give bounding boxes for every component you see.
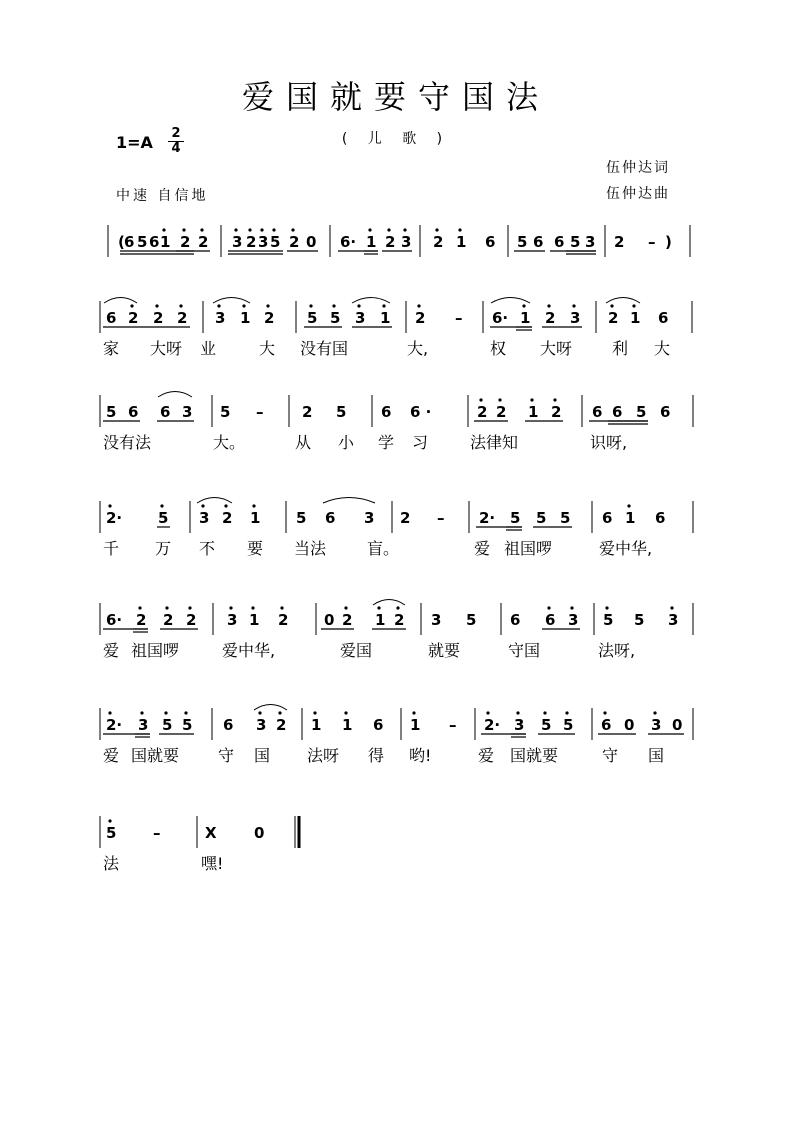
slur-arc (491, 298, 530, 304)
jianpu-note: 0 (254, 824, 265, 842)
jianpu-note: 3 (215, 309, 226, 327)
lyric-text: 法 (103, 854, 120, 873)
jianpu-note: 3 (585, 233, 596, 251)
jianpu-note: 5 (162, 716, 173, 734)
jianpu-note: 0 (672, 716, 683, 734)
lyric-text: 大呀 (150, 339, 183, 358)
song-subtitle: ( 儿 歌 ) (341, 131, 451, 147)
jianpu-note: 0 (306, 233, 317, 251)
jianpu-note: 3 (668, 611, 679, 629)
lyric-text: 大 (259, 339, 276, 358)
octave-dot (344, 606, 347, 609)
octave-dot (516, 711, 519, 714)
jianpu-note: 6 (124, 233, 135, 251)
lyric-text: 从 (295, 433, 312, 452)
lyric-text: 爱 (103, 641, 120, 660)
jianpu-note: 5 (563, 716, 574, 734)
jianpu-note: 3 (364, 509, 375, 527)
lyric-text: 国 (648, 746, 665, 765)
jianpu-note: 2· (479, 509, 496, 527)
jianpu-note: 3 (138, 716, 149, 734)
jianpu-note: 3 (258, 233, 269, 251)
jianpu-note: 1 (630, 309, 641, 327)
octave-dot (108, 819, 111, 822)
lyric-text: 大呀 (540, 339, 573, 358)
jianpu-note: ) (665, 233, 672, 251)
octave-dot (252, 504, 255, 507)
jianpu-note: 6 (533, 233, 544, 251)
octave-dot (530, 398, 533, 401)
tempo-marking: 中速 自信地 (116, 188, 209, 204)
jianpu-note: X (205, 824, 217, 842)
jianpu-note: 3 (256, 716, 267, 734)
jianpu-note: 5 (336, 403, 347, 421)
jianpu-note: 1 (311, 716, 322, 734)
jianpu-note: 3 (232, 233, 243, 251)
lyric-text: 没有国 (300, 339, 349, 358)
jianpu-note: 0 (324, 611, 335, 629)
octave-dot (278, 711, 281, 714)
octave-dot (458, 228, 461, 231)
octave-dot (412, 711, 415, 714)
slur-arc (352, 298, 390, 304)
jianpu-note: 6 (128, 403, 139, 421)
jianpu-note: 2 (264, 309, 275, 327)
octave-dot (248, 228, 251, 231)
octave-dot (242, 304, 245, 307)
octave-dot (479, 398, 482, 401)
octave-dot (522, 304, 525, 307)
octave-dot (547, 606, 550, 609)
lyric-text: 爱 (478, 746, 495, 765)
lyric-text: 爱 (103, 746, 120, 765)
jianpu-note: 2 (433, 233, 444, 251)
octave-dot (565, 711, 568, 714)
jianpu-note: 6 (149, 233, 160, 251)
jianpu-note: 3 (651, 716, 662, 734)
lyricist-credit: 伍仲达词 (606, 160, 670, 176)
jianpu-note: 1 (380, 309, 391, 327)
slur-arc (197, 498, 232, 504)
octave-dot (313, 711, 316, 714)
jianpu-note: 3 (182, 403, 193, 421)
jianpu-note: 2· (106, 716, 123, 734)
slur-arc (104, 298, 137, 304)
jianpu-note: 5 (570, 233, 581, 251)
jianpu-note: 1 (456, 233, 467, 251)
jianpu-note: 6 (223, 716, 234, 734)
octave-dot (368, 228, 371, 231)
jianpu-note: 3 (227, 611, 238, 629)
octave-dot (603, 711, 606, 714)
jianpu-note: 1 (160, 233, 171, 251)
octave-dot (387, 228, 390, 231)
octave-dot (670, 606, 673, 609)
lyric-text: 识呀, (590, 433, 628, 452)
jianpu-note: 2 (400, 509, 411, 527)
lyric-text: 小 (338, 433, 355, 452)
lyric-text: 法呀, (598, 641, 636, 660)
octave-dot (396, 606, 399, 609)
octave-dot (217, 304, 220, 307)
jianpu-note: 6 (601, 716, 612, 734)
octave-dot (632, 304, 635, 307)
octave-dot (344, 711, 347, 714)
lyric-text: 学 (378, 433, 395, 452)
slur-arc (254, 705, 287, 711)
lyric-text: 大 (654, 339, 671, 358)
jianpu-note: 3 (570, 309, 581, 327)
lyric-text: 利 (612, 339, 629, 358)
jianpu-note: 5 (510, 509, 521, 527)
lyric-text: 权 (490, 339, 507, 358)
lyric-text: 家 (103, 339, 120, 358)
jianpu-note: 6 (106, 309, 117, 327)
jianpu-note: 2 (302, 403, 313, 421)
jianpu-note: 2 (198, 233, 209, 251)
jianpu-note: 2 (246, 233, 257, 251)
jianpu-note: – (153, 824, 161, 842)
lyric-text: 习 (412, 433, 429, 452)
jianpu-note: 6 · (410, 403, 432, 421)
octave-dot (179, 304, 182, 307)
jianpu-note: – (437, 509, 445, 527)
lyric-text: 守 (218, 746, 235, 765)
lyric-text: 哟! (409, 746, 432, 765)
slur-arc (158, 392, 192, 398)
octave-dot (165, 606, 168, 609)
jianpu-note: 5 (603, 611, 614, 629)
jianpu-note: 3 (514, 716, 525, 734)
octave-dot (162, 228, 165, 231)
octave-dot (435, 228, 438, 231)
lyric-text: 法呀 (307, 746, 340, 765)
octave-dot (280, 606, 283, 609)
lyric-text: 千 (103, 539, 120, 558)
jianpu-note: 5 (330, 309, 341, 327)
octave-dot (627, 504, 630, 507)
jianpu-note: 5 (106, 403, 117, 421)
octave-dot (229, 606, 232, 609)
jianpu-note: 2 (153, 309, 164, 327)
octave-dot (570, 606, 573, 609)
jianpu-note: 2 (278, 611, 289, 629)
jianpu-note: 0 (624, 716, 635, 734)
octave-dot (155, 304, 158, 307)
octave-dot (160, 504, 163, 507)
octave-dot (547, 304, 550, 307)
jianpu-note: 3 (355, 309, 366, 327)
jianpu-note: 2 (415, 309, 426, 327)
jianpu-note: 3 (568, 611, 579, 629)
slur-arc (323, 498, 375, 504)
jianpu-note: 5 (560, 509, 571, 527)
jianpu-note: 5 (106, 824, 117, 842)
jianpu-note: 6 (381, 403, 392, 421)
jianpu-note: 5 (137, 233, 148, 251)
octave-dot (182, 228, 185, 231)
lyric-text: 大。 (213, 433, 246, 452)
jianpu-note: – (256, 403, 264, 421)
octave-dot (272, 228, 275, 231)
slur-arc (606, 298, 640, 304)
jianpu-note: 5 (466, 611, 477, 629)
lyric-text: 盲。 (367, 539, 400, 558)
jianpu-note: 2 (177, 309, 188, 327)
jianpu-note: 5 (634, 611, 645, 629)
jianpu-note: 2 (136, 611, 147, 629)
jianpu-note: 5 (182, 716, 193, 734)
lyric-text: 爱国 (340, 641, 373, 660)
lyric-text: 爱中华, (222, 641, 276, 660)
octave-dot (224, 504, 227, 507)
octave-dot (403, 228, 406, 231)
slur-arc (373, 600, 405, 606)
jianpu-note: 2 (186, 611, 197, 629)
jianpu-note: 1 (375, 611, 386, 629)
octave-dot (140, 711, 143, 714)
jianpu-note: 2 (180, 233, 191, 251)
jianpu-note: 5 (517, 233, 528, 251)
song-title: 爱国就要守国法 (241, 78, 550, 116)
octave-dot (130, 304, 133, 307)
jianpu-note: 6 (554, 233, 565, 251)
lyric-text: 嘿! (201, 854, 224, 873)
lyric-text: 没有法 (103, 433, 152, 452)
key-signature: 1=A (116, 133, 153, 152)
octave-dot (357, 304, 360, 307)
jianpu-note: 3 (199, 509, 210, 527)
jianpu-note: 1 (410, 716, 421, 734)
lyric-text: 爱 (474, 539, 491, 558)
jianpu-note: 6 (658, 309, 669, 327)
octave-dot (553, 398, 556, 401)
lyric-text: 得 (368, 746, 385, 765)
composer-credit: 伍仲达曲 (606, 186, 670, 202)
jianpu-note: 3 (401, 233, 412, 251)
jianpu-note: – (648, 233, 656, 251)
jianpu-note: 1 (528, 403, 539, 421)
jianpu-note: 5 (296, 509, 307, 527)
jianpu-note: – (455, 309, 463, 327)
jianpu-note: 5 (220, 403, 231, 421)
lyric-text: 祖国啰 (131, 641, 180, 660)
jianpu-note: 2· (484, 716, 501, 734)
jianpu-note: 6· (106, 611, 123, 629)
jianpu-note: 2 (222, 509, 233, 527)
octave-dot (251, 606, 254, 609)
octave-dot (653, 711, 656, 714)
octave-dot (291, 228, 294, 231)
octave-dot (108, 504, 111, 507)
octave-dot (377, 606, 380, 609)
jianpu-note: 2 (614, 233, 625, 251)
octave-dot (610, 304, 613, 307)
octave-dot (188, 606, 191, 609)
jianpu-note: 1 (250, 509, 261, 527)
jianpu-note: 1 (520, 309, 531, 327)
lyric-text: 不 (199, 539, 216, 558)
jianpu-note: 1 (249, 611, 260, 629)
jianpu-note: 2 (385, 233, 396, 251)
octave-dot (605, 606, 608, 609)
lyric-text: 法律知 (470, 433, 519, 452)
jianpu-note: 6 (510, 611, 521, 629)
octave-dot (382, 304, 385, 307)
octave-dot (258, 711, 261, 714)
octave-dot (572, 304, 575, 307)
jianpu-note: 2 (394, 611, 405, 629)
jianpu-note: 6 (545, 611, 556, 629)
jianpu-note: 6 (612, 403, 623, 421)
lyric-text: 就要 (428, 641, 461, 660)
lyric-text: 万 (155, 539, 172, 558)
jianpu-note: 1 (625, 509, 636, 527)
jianpu-note: 3 (431, 611, 442, 629)
lyric-text: 国就要 (131, 746, 180, 765)
jianpu-note: 1 (342, 716, 353, 734)
jianpu-note: 5 (270, 233, 281, 251)
lyric-text: 守国 (508, 641, 541, 660)
lyric-text: 要 (247, 539, 264, 558)
jianpu-note: 5 (541, 716, 552, 734)
octave-dot (543, 711, 546, 714)
jianpu-note: 1 (366, 233, 377, 251)
jianpu-note: ( (118, 233, 125, 251)
octave-dot (498, 398, 501, 401)
jianpu-note: 2 (551, 403, 562, 421)
jianpu-note: 2 (477, 403, 488, 421)
lyric-text: 国 (254, 746, 271, 765)
jianpu-note: 5 (636, 403, 647, 421)
octave-dot (417, 304, 420, 307)
jianpu-note: 2 (128, 309, 139, 327)
jianpu-note: 6· (492, 309, 509, 327)
octave-dot (200, 228, 203, 231)
jianpu-note: 5 (158, 509, 169, 527)
jianpu-note: 6· (340, 233, 357, 251)
octave-dot (108, 711, 111, 714)
octave-dot (309, 304, 312, 307)
jianpu-note: 2 (608, 309, 619, 327)
jianpu-note: 5 (307, 309, 318, 327)
jianpu-note: 2 (276, 716, 287, 734)
octave-dot (138, 606, 141, 609)
octave-dot (164, 711, 167, 714)
jianpu-note: 5 (536, 509, 547, 527)
jianpu-note: 6 (602, 509, 613, 527)
octave-dot (260, 228, 263, 231)
jianpu-note: 2 (163, 611, 174, 629)
jianpu-note: 6 (660, 403, 671, 421)
lyric-text: 祖国啰 (504, 539, 553, 558)
jianpu-note: 6 (655, 509, 666, 527)
jianpu-note: 6 (485, 233, 496, 251)
jianpu-note: 6 (325, 509, 336, 527)
jianpu-note: 2· (106, 509, 123, 527)
jianpu-note: 2 (496, 403, 507, 421)
jianpu-note: 6 (373, 716, 384, 734)
jianpu-note: 1 (240, 309, 251, 327)
octave-dot (184, 711, 187, 714)
octave-dot (234, 228, 237, 231)
jianpu-note: 6 (592, 403, 603, 421)
octave-dot (486, 711, 489, 714)
lyric-text: 爱中华, (599, 539, 653, 558)
lyric-text: 业 (200, 339, 217, 358)
lyric-text: 国就要 (510, 746, 559, 765)
jianpu-note: 2 (289, 233, 300, 251)
octave-dot (266, 304, 269, 307)
octave-dot (332, 304, 335, 307)
lyric-text: 当法 (294, 539, 327, 558)
jianpu-note: 2 (545, 309, 556, 327)
jianpu-note: 6 (160, 403, 171, 421)
slur-arc (213, 298, 250, 304)
lyric-text: 大, (407, 339, 429, 358)
lyric-text: 守 (602, 746, 619, 765)
time-signature-top: 2 (171, 126, 181, 141)
time-signature-bottom: 4 (171, 141, 181, 156)
jianpu-note: – (449, 716, 457, 734)
jianpu-note: 2 (342, 611, 353, 629)
octave-dot (201, 504, 204, 507)
